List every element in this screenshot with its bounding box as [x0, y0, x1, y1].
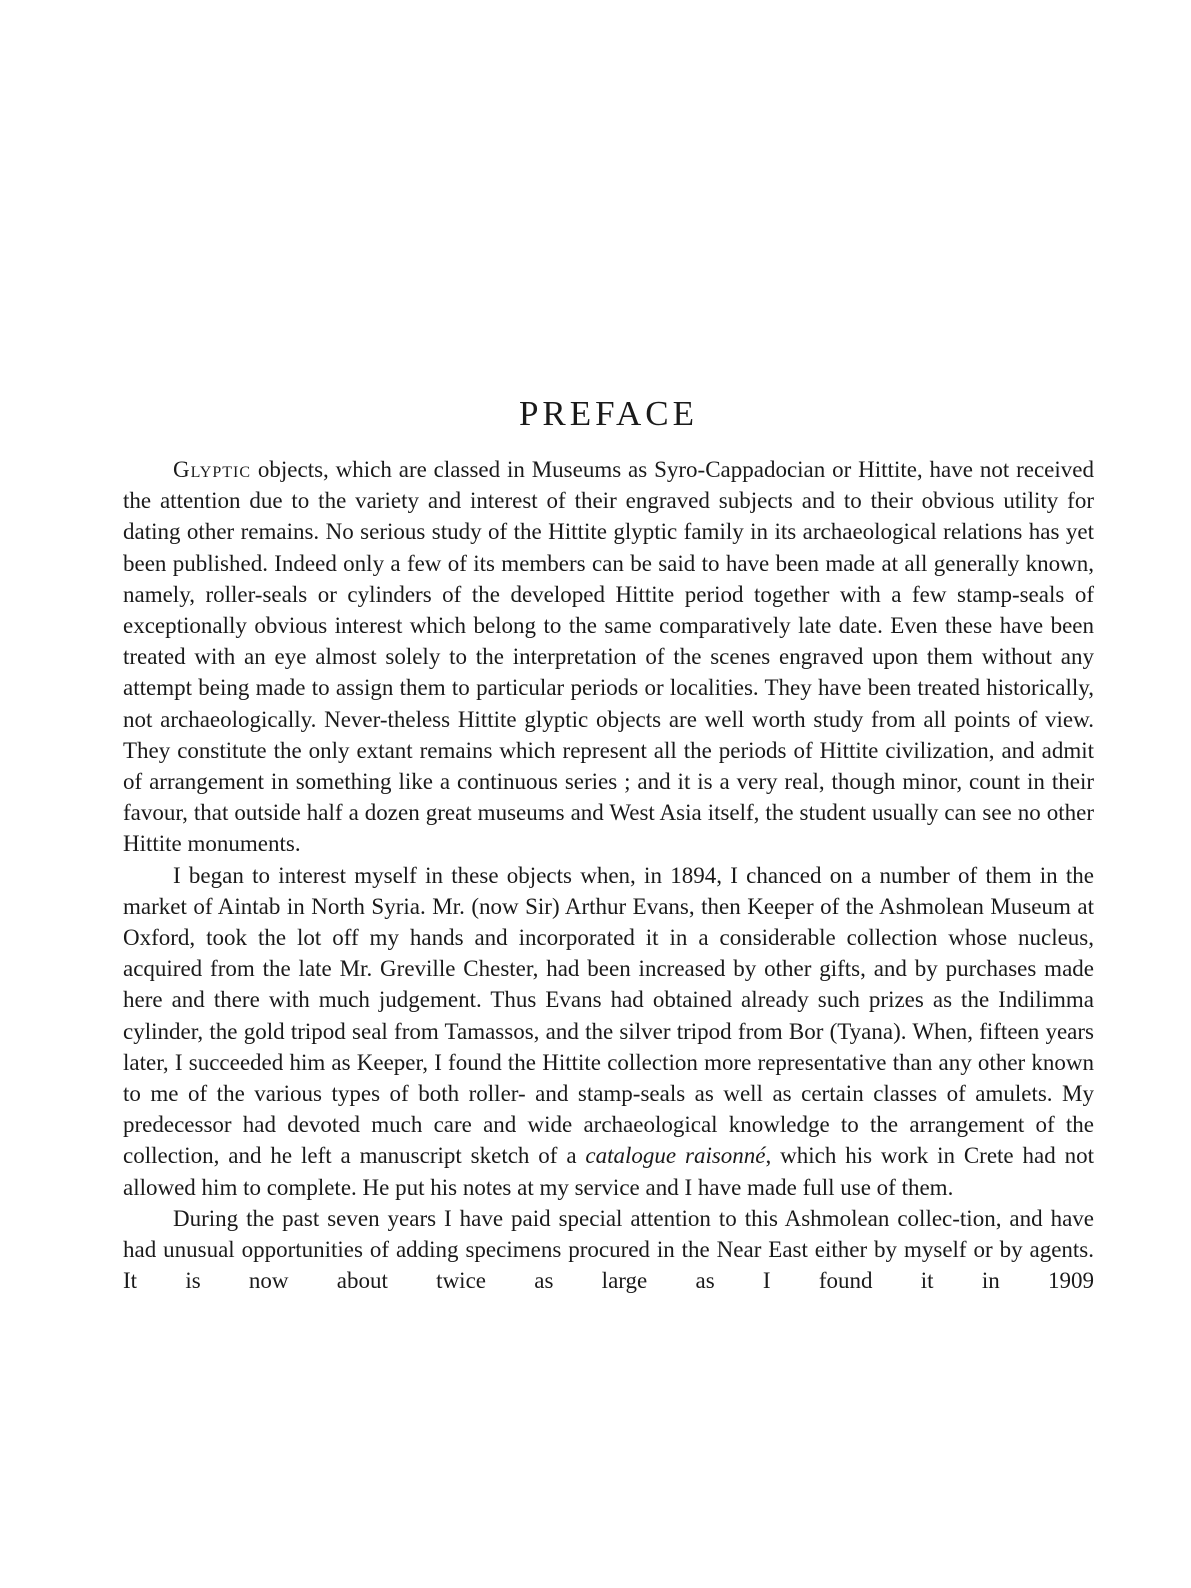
page-title: PREFACE — [518, 394, 699, 433]
paragraph-2-text: I began to interest myself in these objects when, in 1894, I chanced on a number of them in the market of Aintab in North Syria. Mr. (now Sir) Arthur Evans, then Keeper of the Ashmolean Museum at Oxford, took the lot off my hands and incorporated it in a considerable collection whose nucleus, acquired from the late Mr. Greville Chester, had been increased by other gifts, and by purchases made here and there with much judgement. Thus Evans had obtained already such prizes as the Indilimma cylinder, the gold tripod seal from Tamassos, and the silver tripod from Bor (Tyana). When, fifteen years later, I succeeded him as Keeper, I found the Hittite collection more representative than any other known to me of the various types of both roller- and stamp-seals as well as certain classes of amulets. My predecessor had devoted much care and wide archaeological knowledge to the arrangement of the collection, and he left a manuscript sketch of a — [123, 862, 1094, 1169]
paragraph-3-text: During the past seven years I have paid special attention to this Ashmolean collec-tion, and have had unusual opportunities of adding specimens procured in the Near East either by myself or by agents. It is now about twice as large as I found it in 1909 — [123, 1205, 1094, 1294]
preface-page — [123, 388, 1094, 1296]
paragraph-2 — [123, 860, 1094, 1203]
paragraph-1-lead: Glyptic — [173, 457, 252, 482]
paragraph-1-text: objects, which are classed in Museums as Syro-Cappadocian or Hittite, have not received the attention due to the variety and interest of their engraved subjects and to their obvious utility for dating other remains. No serious study of the Hittite glyptic family in its archaeological relations has yet been published. Indeed only a few of its members can be said to have been made at all generally known, namely, roller-seals or cylinders of the developed Hittite period together with a few stamp-seals of exceptionally obvious interest which belong to the same comparatively late date. Even these have been treated with an eye almost solely to the interpretation of the scenes engraved upon them without any attempt being made to assign them to particular periods or localities. They have been treated historically, not archaeologically. Never-theless Hittite glyptic objects are well worth study from all points of view. They constitute the only extant remains which represent all the periods of Hittite civilization, and admit of arrangement in something like a continuous series ; and it is a very real, though minor, count in their favour, that outside half a dozen great museums and West Asia itself, the student usually can see no other Hittite monuments. — [123, 457, 1094, 857]
paragraph-2-text-after: , which his work in Crete had not allowed him to complete. He put his notes at my service and I have made full use of them. — [123, 1143, 1094, 1200]
paragraph-1 — [123, 454, 1094, 860]
paragraph-2-italic: catalogue raisonné — [585, 1143, 766, 1169]
paragraph-3 — [123, 1203, 1094, 1297]
